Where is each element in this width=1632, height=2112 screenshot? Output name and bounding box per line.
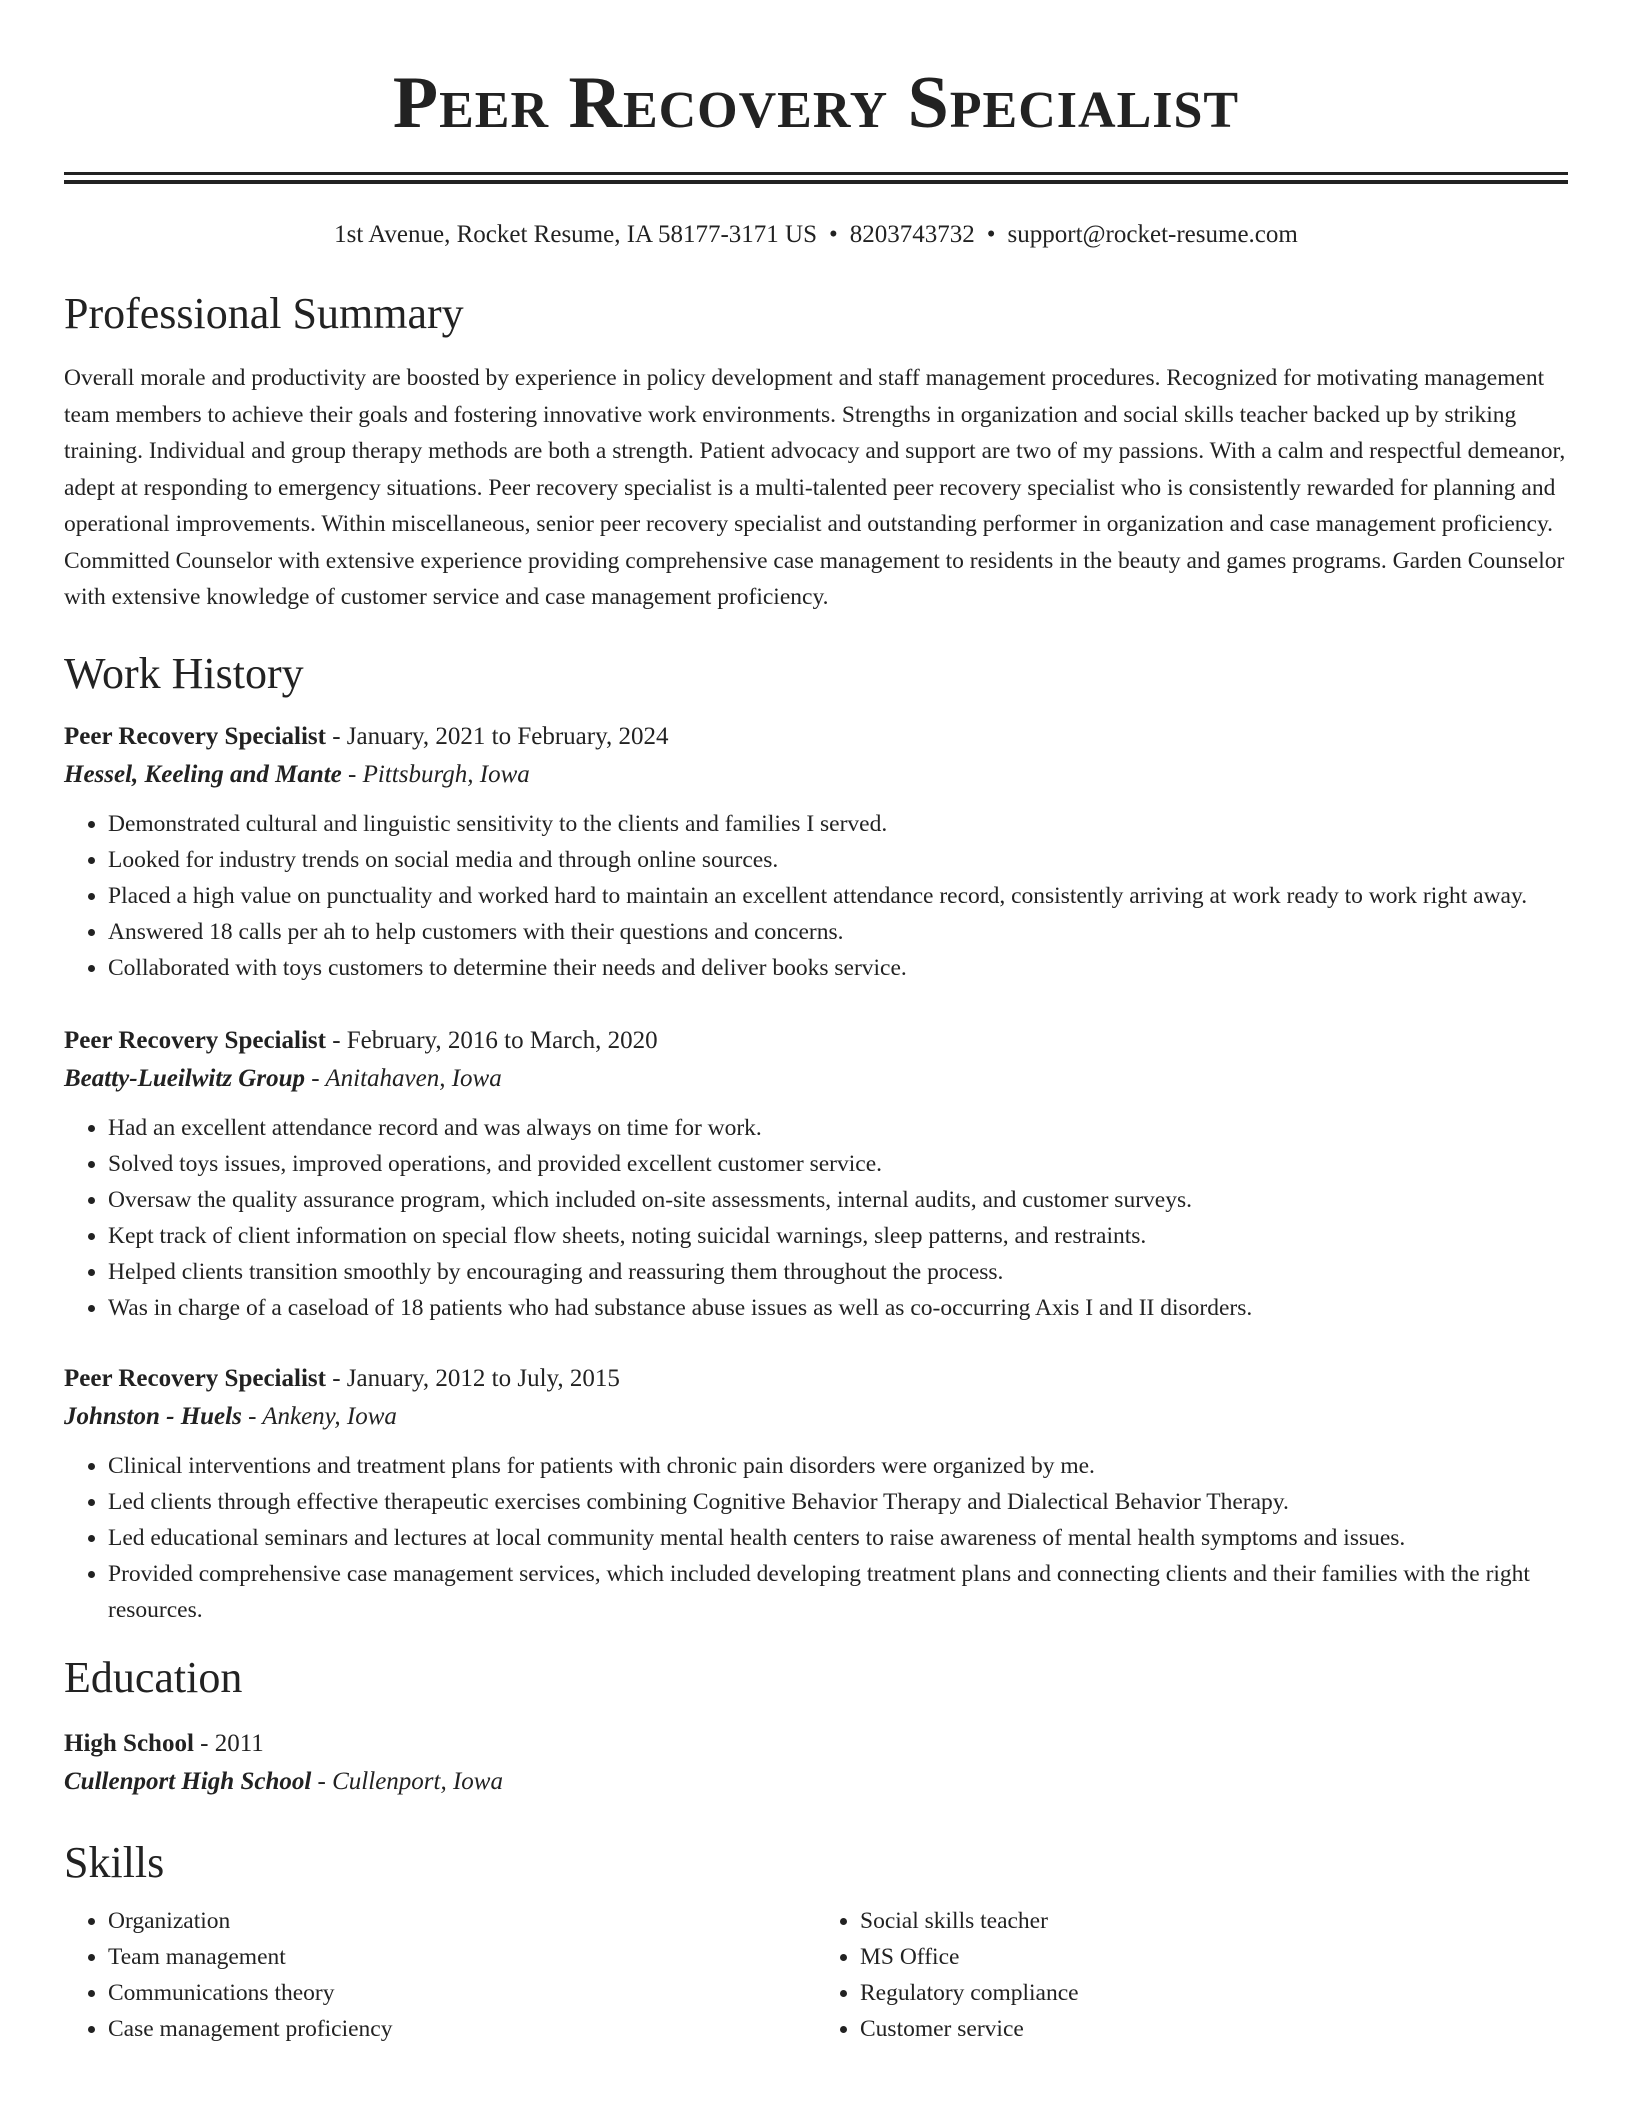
job-bullets xyxy=(64,806,1568,986)
education-year: 2011 xyxy=(214,1729,264,1757)
job-bullet: • Demonstrated cultural and linguistic sensitivity to the clients and families I served. xyxy=(108,806,1568,842)
job-title-line: Peer Recovery Specialist - January, 2012 to July, 2015 xyxy=(64,1365,620,1393)
contact-email: support@rocket-resume.com xyxy=(1007,221,1298,248)
job-bullets xyxy=(64,1110,1568,1326)
job-bullets xyxy=(64,1448,1568,1628)
summary-text: Overall morale and productivity are boosted by experience in policy development and staff management procedures. Recognized for motivating management team members to achieve their goals and fostering innovative work environments. Strengths in organization and social skills teacher backed up by striking training. Individual and group therapy methods are both a strength. Patient advocacy and support are two of my passions. With a calm and respectful demeanor, adept at responding to emergency situations. Peer recovery specialist is a multi-talented peer recovery specialist who is consistently rewarded for planning and operational improvements. Within miscellaneous, senior peer recovery specialist and outstanding performer in organization and case management proficiency. Committed Counselor with extensive experience providing comprehensive case management to residents in the beauty and games programs. Garden Counselor with extensive knowledge of customer service and case management proficiency. xyxy=(64,365,1566,611)
job-bullet: • Solved toys issues, improved operations, and provided excellent customer service. xyxy=(108,1146,1568,1182)
education-degree-line: High School - 2011 xyxy=(64,1729,264,1757)
work-history-heading: Work History xyxy=(64,648,304,698)
contact-separator: • xyxy=(986,221,996,248)
education-location: Cullenport, Iowa xyxy=(332,1767,503,1795)
skill-item: • Regulatory compliance xyxy=(860,1975,1568,2011)
job-dates: January, 2012 to July, 2015 xyxy=(346,1365,620,1393)
job-location: Anitahaven, Iowa xyxy=(325,1065,502,1093)
education-school-line: Cullenport High School - Cullenport, Iowa xyxy=(64,1767,503,1795)
job-entry xyxy=(64,1022,1568,1326)
job-bullet: • Kept track of client information on special flow sheets, noting suicidal warnings, sleep patterns, and restraints. xyxy=(108,1218,1568,1254)
job-company-line: Johnston - Huels - Ankeny, Iowa xyxy=(64,1403,397,1431)
education-degree: High School xyxy=(64,1729,194,1757)
job-bullet: • Looked for industry trends on social media and through online sources. xyxy=(108,842,1568,878)
job-title-line: Peer Recovery Specialist - January, 2021 to February, 2024 xyxy=(64,723,669,751)
summary-heading: Professional Summary xyxy=(64,289,464,338)
resume-title: Peer Recovery Specialist xyxy=(392,62,1240,144)
job-bullet: • Provided comprehensive case management services, which included developing treatment plans and connecting clients and their families with the right resources. xyxy=(108,1556,1568,1628)
job-title-line: Peer Recovery Specialist - February, 2016 to March, 2020 xyxy=(64,1027,658,1055)
job-location: Ankeny, Iowa xyxy=(262,1403,397,1431)
job-role: Peer Recovery Specialist xyxy=(64,1027,326,1055)
education-heading: Education xyxy=(64,1653,243,1703)
skill-item: • Case management proficiency xyxy=(108,2011,816,2047)
skill-item: • Customer service xyxy=(860,2011,1568,2047)
job-bullet: • Answered 18 calls per ah to help customers with their questions and concerns. xyxy=(108,914,1568,950)
skills-list-left xyxy=(64,1903,816,2047)
skills-heading: Skills xyxy=(64,1837,165,1887)
job-company: Hessel, Keeling and Mante xyxy=(64,761,342,789)
job-bullet: • Oversaw the quality assurance program, which included on-site assessments, internal audits, and customer surveys. xyxy=(108,1182,1568,1218)
contact-line xyxy=(64,220,1568,250)
job-dates: January, 2021 to February, 2024 xyxy=(346,723,669,751)
education-entry xyxy=(64,1725,1568,1801)
job-company: Beatty-Lueilwitz Group xyxy=(64,1065,305,1093)
job-company-line: Beatty-Lueilwitz Group - Anitahaven, Iowa xyxy=(64,1065,502,1093)
job-entry xyxy=(64,718,1568,986)
job-bullet: • Placed a high value on punctuality and worked hard to maintain an excellent attendance record, consistently arriving at work ready to work right away. xyxy=(108,878,1568,914)
job-bullet: • Led educational seminars and lectures at local community mental health centers to raise awareness of mental health symptoms and issues. xyxy=(108,1520,1568,1556)
job-bullet: • Led clients through effective therapeutic exercises combining Cognitive Behavior Therapy and Dialectical Behavior Therapy. xyxy=(108,1484,1568,1520)
skill-item: • Team management xyxy=(108,1939,816,1975)
contact-separator: • xyxy=(829,221,838,248)
job-bullet: • Collaborated with toys customers to determine their needs and deliver books service. xyxy=(108,950,1568,986)
skill-item: • Organization xyxy=(108,1903,816,1939)
skill-item: • MS Office xyxy=(860,1939,1568,1975)
job-company-line: Hessel, Keeling and Mante - Pittsburgh, Iowa xyxy=(64,761,530,789)
job-entry xyxy=(64,1360,1568,1628)
skills-columns xyxy=(64,1903,1568,2047)
contact-address: 1st Avenue, Rocket Resume, IA 58177-3171 US xyxy=(334,221,817,248)
job-dates: February, 2016 to March, 2020 xyxy=(346,1027,658,1055)
job-company: Johnston - Huels xyxy=(64,1403,242,1431)
job-bullet: • Had an excellent attendance record and was always on time for work. xyxy=(108,1110,1568,1146)
skills-list-right xyxy=(816,1903,1568,2047)
job-location: Pittsburgh, Iowa xyxy=(362,761,530,789)
job-bullet: • Clinical interventions and treatment plans for patients with chronic pain disorders were organized by me. xyxy=(108,1448,1568,1484)
contact-phone: 8203743732 xyxy=(849,221,975,248)
skill-item: • Social skills teacher xyxy=(860,1903,1568,1939)
job-role: Peer Recovery Specialist xyxy=(64,723,326,751)
title-double-rule xyxy=(64,172,1568,184)
skill-item: • Communications theory xyxy=(108,1975,816,2011)
job-role: Peer Recovery Specialist xyxy=(64,1365,326,1393)
job-bullet: • Was in charge of a caseload of 18 patients who had substance abuse issues as well as co-occurring Axis I and II disorders. xyxy=(108,1290,1568,1326)
education-school: Cullenport High School xyxy=(64,1767,312,1795)
job-bullet: • Helped clients transition smoothly by encouraging and reassuring them throughout the process. xyxy=(108,1254,1568,1290)
